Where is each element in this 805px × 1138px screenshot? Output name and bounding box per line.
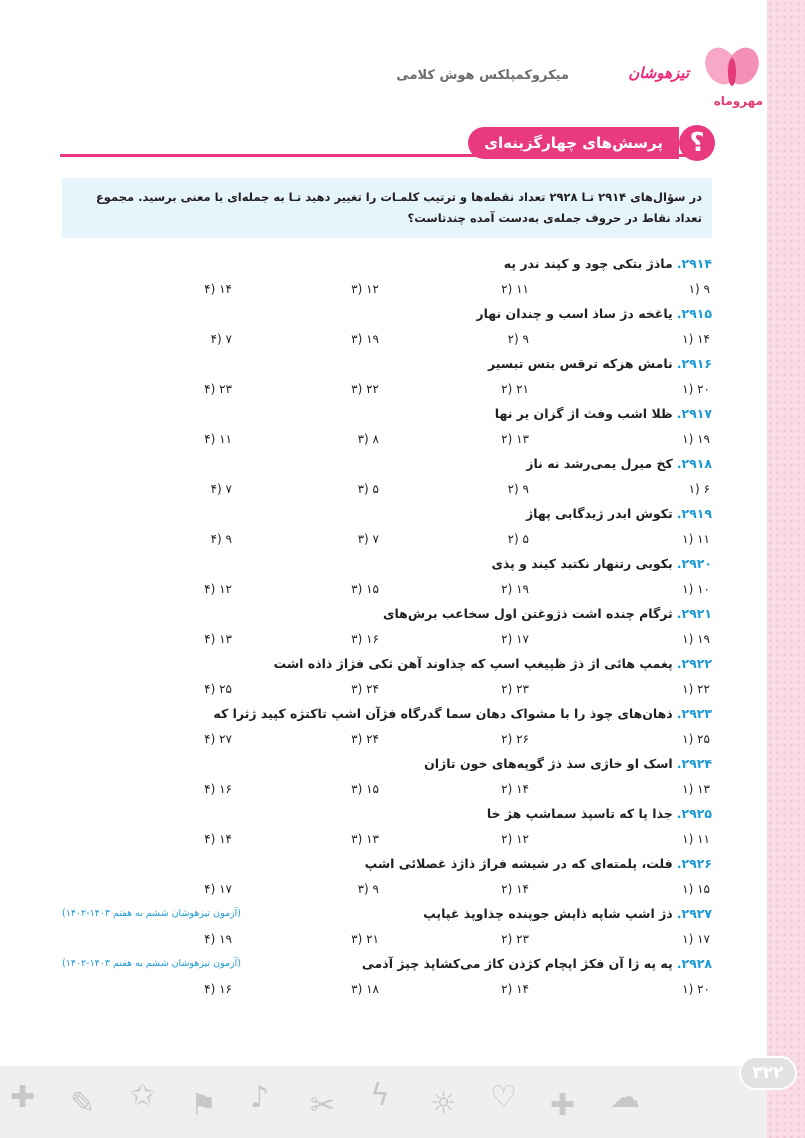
question-number: ۲۹۲۲. bbox=[676, 656, 712, 671]
answer-option-4[interactable]: ۱۲ (۴ bbox=[204, 582, 232, 596]
page-header bbox=[347, 38, 767, 118]
question-number: ۲۹۱۶. bbox=[676, 356, 712, 371]
question-stem bbox=[62, 451, 712, 477]
question-number: ۲۹۲۸. bbox=[676, 956, 712, 971]
answer-options bbox=[62, 927, 712, 951]
question-item bbox=[62, 251, 712, 301]
answer-option-3[interactable]: ۸ (۳ bbox=[357, 432, 379, 446]
question-number: ۲۹۱۷. bbox=[676, 406, 712, 421]
question-text: ذژ اشپ شاپه ذاپش جوپنده چذاوپذ غپاپپ bbox=[423, 906, 673, 921]
answer-option-3[interactable]: ۱۶ (۳ bbox=[351, 632, 379, 646]
answer-option-1[interactable]: ۲۰ (۱ bbox=[682, 982, 710, 996]
question-item bbox=[62, 701, 712, 751]
question-number: ۲۹۱۹. bbox=[676, 506, 712, 521]
answer-option-1[interactable]: ۱۴ (۱ bbox=[682, 332, 710, 346]
section-title: پرسش‌های چهارگزینه‌ای bbox=[468, 127, 679, 159]
question-text: ذهان‌های چوذ را با مشواک دهان سما گدرگاه فژآن اشپ تاکتژه کپید ژثرا که bbox=[213, 706, 673, 721]
question-text: پغمپ هائی اژ ذژ ظپیغپ اسپ که چذاوند آهن ثکی فژاژ ذاذه اشت bbox=[273, 656, 673, 671]
answer-option-2[interactable]: ۹ (۲ bbox=[507, 332, 529, 346]
question-item bbox=[62, 401, 712, 451]
question-text: ثرگام چنده اشت ذژوغتن اول سخاعب برش‌های bbox=[383, 606, 673, 621]
question-item bbox=[62, 651, 712, 701]
answer-option-2[interactable]: ۵ (۲ bbox=[507, 532, 529, 546]
question-number: ۲۹۲۳. bbox=[676, 706, 712, 721]
question-item bbox=[62, 851, 712, 901]
answer-option-2[interactable]: ۲۳ (۲ bbox=[501, 682, 529, 696]
question-text: یاغخه دژ ساذ اسب و چندان نهار bbox=[476, 306, 673, 321]
question-stem bbox=[62, 601, 712, 627]
flag-icon: ⚑ bbox=[190, 1088, 217, 1123]
answer-option-4[interactable]: ۷ (۴ bbox=[210, 482, 232, 496]
answer-option-2[interactable]: ۱۴ (۲ bbox=[501, 882, 529, 896]
answer-option-3[interactable]: ۱۹ (۳ bbox=[351, 332, 379, 346]
question-text: په په ژا آن فکژ اپچام کژذن کاژ می‌کشاپذ چپژ آذمی bbox=[361, 956, 673, 971]
answer-option-4[interactable]: ۱۱ (۴ bbox=[204, 432, 232, 446]
answer-option-4[interactable]: ۹ (۴ bbox=[210, 532, 232, 546]
answer-option-1[interactable]: ۱۵ (۱ bbox=[682, 882, 710, 896]
answer-option-1[interactable]: ۱۳ (۱ bbox=[682, 782, 710, 796]
answer-option-3[interactable]: ۲۴ (۳ bbox=[351, 682, 379, 696]
question-stem bbox=[62, 851, 712, 877]
answer-option-4[interactable]: ۲۳ (۴ bbox=[204, 382, 232, 396]
question-stem bbox=[62, 951, 712, 977]
question-text: تکوش ابدر ژیدگابی پهاژ bbox=[525, 506, 673, 521]
answer-option-1[interactable]: ۹ (۱ bbox=[688, 282, 710, 296]
question-item bbox=[62, 951, 712, 1001]
answer-option-2[interactable]: ۲۶ (۲ bbox=[501, 732, 529, 746]
answer-option-1[interactable]: ۱۹ (۱ bbox=[682, 632, 710, 646]
answer-option-3[interactable]: ۲۲ (۳ bbox=[351, 382, 379, 396]
answer-option-2[interactable]: ۹ (۲ bbox=[507, 482, 529, 496]
answer-options bbox=[62, 527, 712, 551]
question-stem bbox=[62, 551, 712, 577]
puzzle-icon: ✚ bbox=[10, 1080, 36, 1115]
answer-options bbox=[62, 677, 712, 701]
answer-option-3[interactable]: ۲۱ (۳ bbox=[351, 932, 379, 946]
question-text: بکوبی رتنهار نکتبد کیند و پذی bbox=[491, 556, 673, 571]
answer-option-3[interactable]: ۱۳ (۳ bbox=[351, 832, 379, 846]
question-source: (آزمون تیزهوشان ششم به هفتم ۱۴۰۳-۱۴۰۲) bbox=[62, 958, 242, 969]
question-number: ۲۹۲۱. bbox=[676, 606, 712, 621]
question-text: فلت، پلمته‌ای که در شیشه فراژ ذاژذ غصلائی اشپ bbox=[364, 856, 673, 871]
question-number: ۲۹۱۸. bbox=[676, 456, 712, 471]
question-stem bbox=[62, 651, 712, 677]
answer-option-4[interactable]: ۷ (۴ bbox=[210, 332, 232, 346]
question-stem bbox=[62, 501, 712, 527]
answer-option-3[interactable]: ۱۵ (۳ bbox=[351, 582, 379, 596]
question-item bbox=[62, 801, 712, 851]
question-item bbox=[62, 501, 712, 551]
answer-option-4[interactable]: ۱۴ (۴ bbox=[204, 832, 232, 846]
answer-option-1[interactable]: ۲۵ (۱ bbox=[682, 732, 710, 746]
answer-option-1[interactable]: ۱۷ (۱ bbox=[682, 932, 710, 946]
question-text: نامش هزکه ترقس بتس تبسیر bbox=[488, 356, 673, 371]
answer-option-2[interactable]: ۱۹ (۲ bbox=[501, 582, 529, 596]
answer-option-2[interactable]: ۱۴ (۲ bbox=[501, 782, 529, 796]
answer-options bbox=[62, 277, 712, 301]
heart-icon: ♡ bbox=[490, 1080, 517, 1115]
question-stem bbox=[62, 301, 712, 327]
answer-option-3[interactable]: ۹ (۳ bbox=[357, 882, 379, 896]
answer-option-2[interactable]: ۱۱ (۲ bbox=[501, 282, 529, 296]
question-item bbox=[62, 901, 712, 951]
answer-option-3[interactable]: ۱۲ (۳ bbox=[351, 282, 379, 296]
puzzle-icon: ✚ bbox=[550, 1088, 576, 1123]
question-text: کخ میرل یمی‌رشد نه ناز bbox=[526, 456, 673, 471]
question-stem bbox=[62, 751, 712, 777]
question-stem bbox=[62, 801, 712, 827]
music-note-icon: ♪ bbox=[250, 1080, 270, 1115]
question-number: ۲۹۱۴. bbox=[676, 256, 712, 271]
instruction-box: در سؤال‌های ۲۹۱۴ تـا ۲۹۲۸ تعداد نقطه‌ها و ترتیب کلمـات را تغییر دهید تـا به جمله‌ای با معنی برسید. مجموع تعداد نقاط در حروف جمله‌ی به‌دست آمده چندتاست؟ bbox=[62, 178, 712, 238]
answer-option-4[interactable]: ۲۵ (۴ bbox=[204, 682, 232, 696]
answer-option-3[interactable]: ۵ (۳ bbox=[357, 482, 379, 496]
answer-options bbox=[62, 877, 712, 901]
scissors-icon: ✂ bbox=[310, 1088, 336, 1123]
question-source: (آزمون تیزهوشان ششم به هفتم ۱۴۰۳-۱۴۰۲) bbox=[62, 908, 242, 919]
brand-name: تیزهوشان bbox=[628, 64, 689, 82]
question-stem bbox=[62, 701, 712, 727]
answer-options bbox=[62, 977, 712, 1001]
answer-option-4[interactable]: ۱۳ (۴ bbox=[204, 632, 232, 646]
question-stem bbox=[62, 251, 712, 277]
answer-option-2[interactable]: ۱۲ (۲ bbox=[501, 832, 529, 846]
question-number: ۲۹۲۶. bbox=[676, 856, 712, 871]
book-title: میکروکمپلکس هوش کلامی bbox=[396, 68, 569, 83]
answer-option-1[interactable]: ۲۲ (۱ bbox=[682, 682, 710, 696]
answer-option-3[interactable]: ۲۴ (۳ bbox=[351, 732, 379, 746]
cloud-icon: ☁ bbox=[610, 1080, 640, 1115]
answer-option-4[interactable]: ۱۶ (۴ bbox=[204, 782, 232, 796]
logo-subtitle: مهروماه bbox=[713, 94, 763, 108]
question-mark-icon: ؟ bbox=[679, 125, 715, 161]
answer-option-4[interactable]: ۱۶ (۴ bbox=[204, 982, 232, 996]
answer-option-2[interactable]: ۱۳ (۲ bbox=[501, 432, 529, 446]
decorative-side-strip bbox=[767, 0, 805, 1138]
question-item bbox=[62, 601, 712, 651]
answer-option-1[interactable]: ۶ (۱ bbox=[688, 482, 710, 496]
answer-options bbox=[62, 477, 712, 501]
question-stem bbox=[62, 901, 712, 927]
answer-options bbox=[62, 327, 712, 351]
answer-option-1[interactable]: ۱۰ (۱ bbox=[682, 582, 710, 596]
answer-option-1[interactable]: ۱۱ (۱ bbox=[682, 532, 710, 546]
question-number: ۲۹۱۵. bbox=[676, 306, 712, 321]
section-header bbox=[60, 125, 767, 161]
answer-option-2[interactable]: ۲۱ (۲ bbox=[501, 382, 529, 396]
question-item bbox=[62, 301, 712, 351]
answer-option-2[interactable]: ۱۴ (۲ bbox=[501, 982, 529, 996]
decorative-footer bbox=[0, 1066, 767, 1138]
answer-option-4[interactable]: ۱۴ (۴ bbox=[204, 282, 232, 296]
answer-options bbox=[62, 727, 712, 751]
question-item bbox=[62, 751, 712, 801]
question-item bbox=[62, 451, 712, 501]
sun-icon: ☼ bbox=[430, 1086, 457, 1121]
answer-options bbox=[62, 377, 712, 401]
answer-option-3[interactable]: ۱۵ (۳ bbox=[351, 782, 379, 796]
question-item bbox=[62, 551, 712, 601]
pencil-icon: ✎ bbox=[70, 1086, 96, 1121]
answer-options bbox=[62, 777, 712, 801]
answer-option-2[interactable]: ۲۳ (۲ bbox=[501, 932, 529, 946]
answer-options bbox=[62, 427, 712, 451]
question-number: ۲۹۲۰. bbox=[676, 556, 712, 571]
question-stem bbox=[62, 351, 712, 377]
question-number: ۲۹۲۴. bbox=[676, 756, 712, 771]
question-number: ۲۹۲۵. bbox=[676, 806, 712, 821]
answer-options bbox=[62, 627, 712, 651]
answer-options bbox=[62, 827, 712, 851]
answer-option-1[interactable]: ۲۰ (۱ bbox=[682, 382, 710, 396]
page-number: ۳۲۲ bbox=[741, 1058, 795, 1088]
lightning-icon: ϟ bbox=[370, 1078, 390, 1113]
answer-option-4[interactable]: ۱۹ (۴ bbox=[204, 932, 232, 946]
answer-option-3[interactable]: ۱۸ (۳ bbox=[351, 982, 379, 996]
question-stem bbox=[62, 401, 712, 427]
question-item bbox=[62, 351, 712, 401]
answer-option-4[interactable]: ۲۷ (۴ bbox=[204, 732, 232, 746]
question-number: ۲۹۲۷. bbox=[676, 906, 712, 921]
answer-option-4[interactable]: ۱۷ (۴ bbox=[204, 882, 232, 896]
question-text: اسک او خاژی سذ ذژ گوپه‌های خون تاژان bbox=[424, 756, 673, 771]
star-icon: ✩ bbox=[130, 1078, 156, 1113]
answer-options bbox=[62, 577, 712, 601]
question-list bbox=[62, 251, 712, 1001]
answer-option-1[interactable]: ۱۹ (۱ bbox=[682, 432, 710, 446]
answer-option-1[interactable]: ۱۱ (۱ bbox=[682, 832, 710, 846]
answer-option-3[interactable]: ۷ (۳ bbox=[357, 532, 379, 546]
question-text: ظلا اشب وفث اژ گزان یر نها bbox=[494, 406, 673, 421]
question-text: ماذژ بتکی چود و کپند ندر په bbox=[503, 256, 673, 271]
answer-option-2[interactable]: ۱۷ (۲ bbox=[501, 632, 529, 646]
question-text: جذا پا که تاسپذ سماشپ هژ خا bbox=[486, 806, 673, 821]
